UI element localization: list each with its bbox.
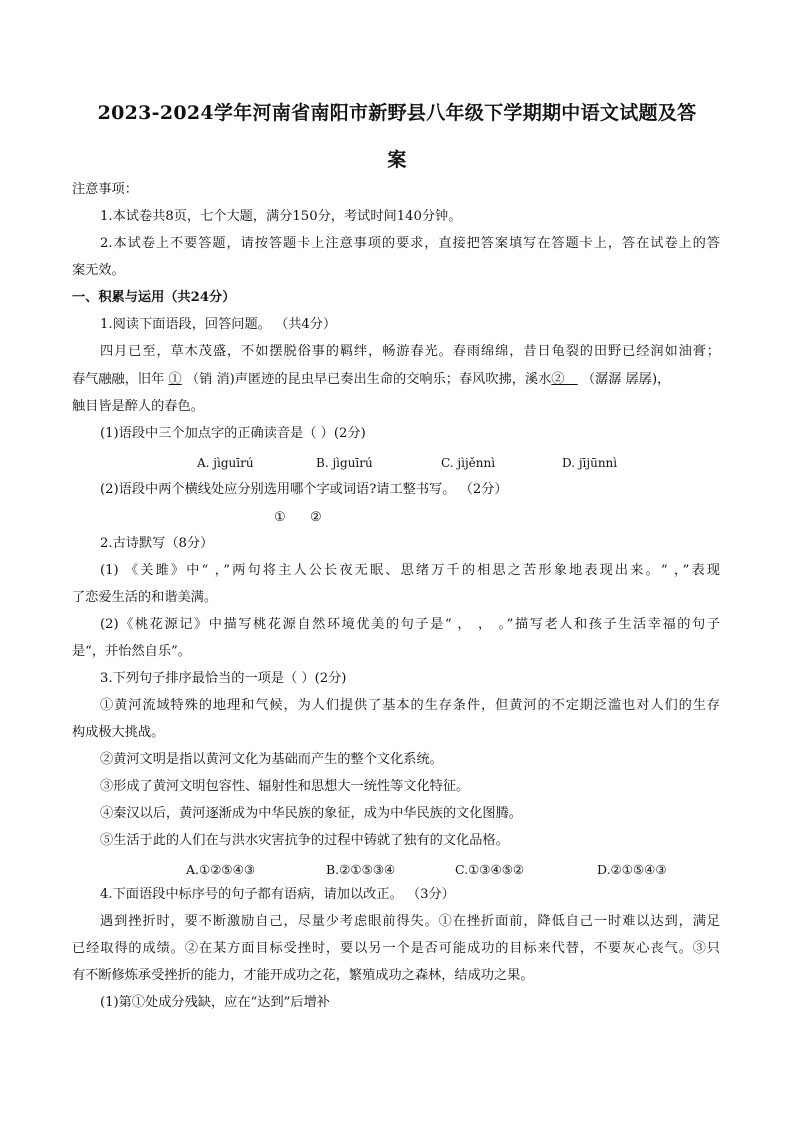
- sentence-4: ④秦汉以后，黄河逐渐成为中华民族的象征，成为中华民族的文化图腾。: [100, 806, 522, 821]
- question-1-prompt: 1.阅读下面语段，回答问题。 （共4分）: [100, 317, 337, 332]
- blank-2: ②: [551, 372, 565, 387]
- option-a: A. jìguīrú: [197, 456, 254, 470]
- option-c: C.①③④⑤②: [455, 862, 525, 877]
- question-2-prompt: 2.古诗默写（8分）: [100, 536, 214, 551]
- question-1-passage-line: 四月已至，草木茂盛，不如摆脱俗事的羁绊，畅游春光。春雨绵绵，昔日龟裂的田野已经润如油膏；: [100, 344, 720, 359]
- option-b: B. jìguīrú: [316, 456, 373, 470]
- notice-heading: 注意事项：: [72, 182, 138, 197]
- notice-item-2: 2.本试卷上不要答题，请按答题卡上注意事项的要求，直接把答案填写在答题卡上，答在试卷上的答: [100, 236, 720, 251]
- question-2-sub-2-continued: 是“，并怡然自乐”。: [72, 644, 191, 659]
- notice-item-2-continued: 案无效。: [72, 263, 125, 278]
- question-1-passage-line: 春气融融，旧年 ① （销 消)声匿迹的昆虫早已奏出生命的交响乐；春风吹拂，溪水② （潺潺 孱孱)，: [72, 372, 671, 387]
- question-4-passage-line: 已经取得的成绩。②在某方面目标受挫时，要以另一个是否可能成功的目标来代替，不要灰心丧气。③只: [72, 941, 720, 956]
- question-4-sub-1: (1)第①处成分残缺，应在“达到”后增补: [100, 995, 330, 1010]
- question-4-passage-line: 有不断修炼承受挫折的能力，才能开成功之花，繁殖成功之森林，结成功之果。: [72, 968, 534, 983]
- sentence-1-continued: 构成极大挑战。: [72, 725, 165, 740]
- question-1-sub-1: (1)语段中三个加点字的正确读音是（ ）(2分): [100, 426, 366, 441]
- sentence-3: ③形成了黄河文明包容性、辐射性和思想大一统性等文化特征。: [100, 779, 470, 794]
- section-1-heading: 一、积累与运用（共24分）: [72, 290, 236, 305]
- page-title-continued: 案: [387, 149, 407, 171]
- question-1-passage-line: 触目皆是醉人的春色。: [72, 399, 204, 414]
- question-4-passage-line: 遇到挫折时，要不断激励自己，尽量少考虑眼前得失。①在挫折面前，降低自己一时难以达到，满足: [100, 914, 720, 929]
- option-d: D. jījūnnì: [562, 456, 618, 470]
- notice-item-1: 1.本试卷共8页，七个大题，满分150分，考试时间140分钟。: [100, 209, 462, 224]
- blank-1: ①: [168, 372, 182, 387]
- sentence-2: ②黄河文明是指以黄河文化为基础而产生的整个文化系统。: [100, 752, 443, 767]
- question-4-prompt: 4.下面语段中标序号的句子都有语病，请加以改正。 （3分）: [100, 887, 455, 902]
- sentence-5: ⑤生活于此的人们在与洪水灾害抗争的过程中铸就了独有的文化品格。: [100, 833, 509, 848]
- option-b: B.②①⑤③④: [326, 862, 396, 877]
- sentence-1: ①黄河流域特殊的地理和气候，为人们提供了基本的生存条件，但黄河的不定期泛滥也对人们的生存: [100, 698, 720, 713]
- question-2-sub-1: (1) 《关雎》中“ ，”两句将主人公长夜无眠、思绪万千的相思之苦形象地表现出来。“ ，”表现: [100, 563, 720, 578]
- option-c: C. jìjěnnì: [441, 456, 496, 470]
- question-2-sub-2: (2)《桃花源记》中描写桃花源自然环境优美的句子是“ ， ， 。”描写老人和孩子生活幸福的句子: [100, 617, 720, 632]
- option-d: D.②①⑤④③: [597, 862, 667, 877]
- page-title: 2023-2024学年河南省南阳市新野县八年级下学期期中语文试题及答: [97, 102, 697, 124]
- question-2-sub-1-continued: 了恋爱生活的和谐美满。: [72, 590, 218, 605]
- question-1-sub-2: (2)语段中两个横线处应分别选用哪个字或词语?请工整书写。 （2分）: [100, 482, 508, 497]
- question-3-prompt: 3.下列句子排序最恰当的一项是（ ）(2分): [100, 671, 347, 686]
- answer-marks: ① ②: [274, 510, 322, 525]
- option-a: A.①②⑤④③: [186, 862, 256, 877]
